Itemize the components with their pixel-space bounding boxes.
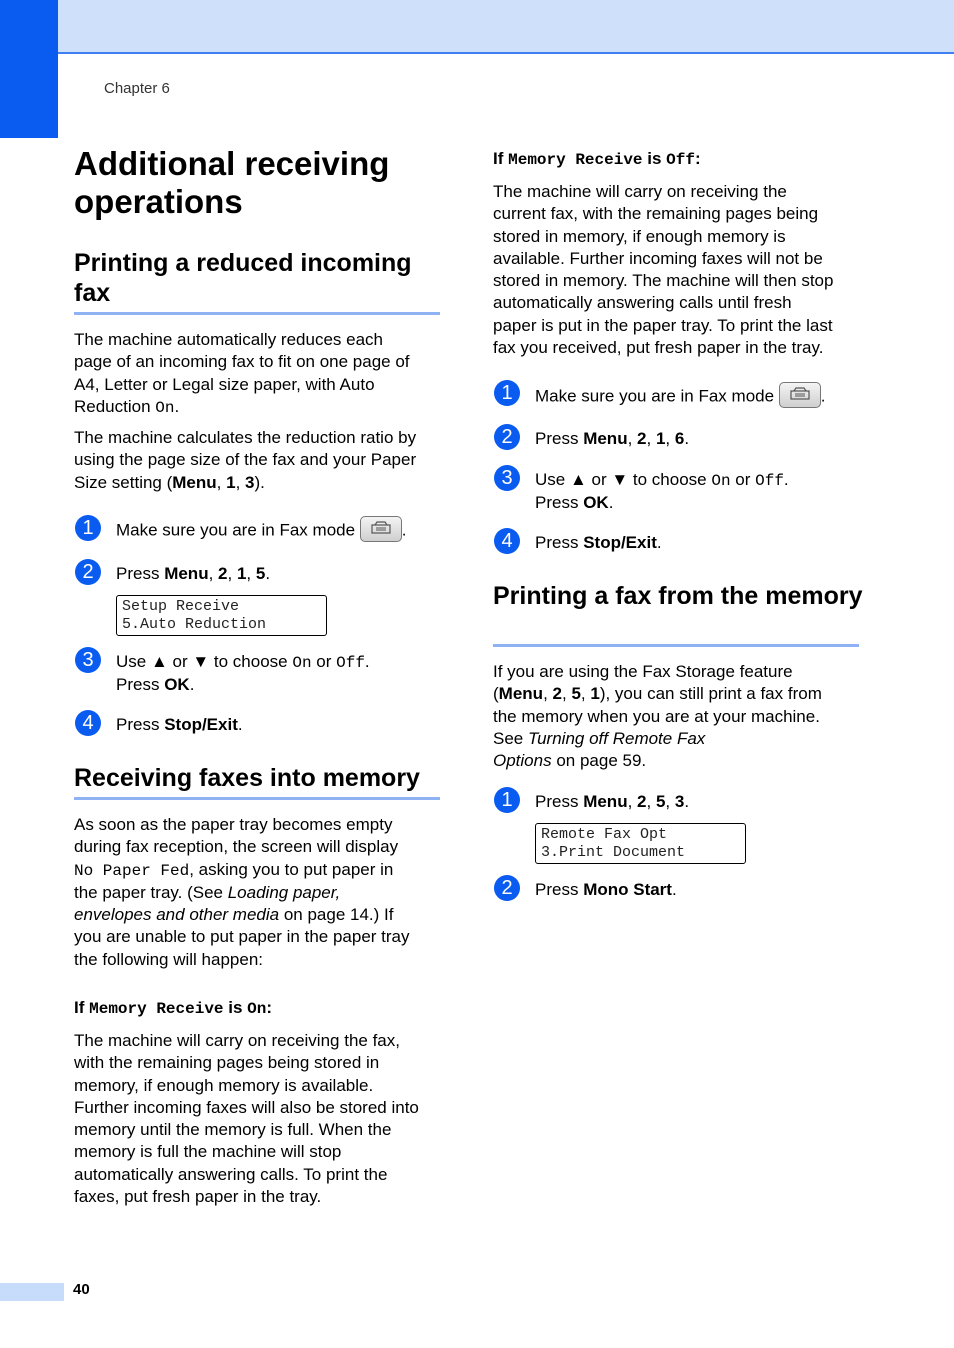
section-rule (493, 644, 859, 647)
subheading-memory-receive-off: If Memory Receive is Off: (493, 149, 701, 169)
step-number-icon: 2 (75, 559, 101, 585)
step-fax-mode: Make sure you are in Fax mode . (535, 384, 865, 410)
step-number-icon: 1 (494, 787, 520, 813)
step-mono-start: Press Mono Start. (535, 880, 677, 899)
paragraph-memory-off: The machine will carry on receiving the current fax, with the remaining pages being stored in memory, if enough memory is available. Further incoming faxes will not be stored in memory. The machine will then stop automatically answering calls until fresh paper is put in the paper tray. To print the last fax you received, put fresh paper in the tray. (493, 182, 834, 358)
page-number: 40 (73, 1281, 90, 1298)
chapter-tab (0, 0, 58, 138)
subheading-memory-receive-on: If Memory Receive is On: (74, 998, 273, 1018)
page-title: Additional receiving operations (74, 145, 390, 220)
header-band (0, 0, 954, 54)
step-press-menu: Press Menu, 2, 1, 5. (116, 564, 271, 583)
step-number-icon: 2 (494, 424, 520, 450)
paragraph-reduction-ratio: The machine calculates the reduction ratio by using the page size of the fax and your Paper Size setting (Menu, 1, 3). (74, 428, 417, 492)
section-heading-reduced-fax: Printing a reduced incoming fax (74, 249, 412, 307)
step-number-icon: 2 (494, 875, 520, 901)
step-choose-on-off: Use ▲ or ▼ to choose On or Off. Press OK. (535, 470, 789, 512)
lcd-display: Remote Fax Opt 3.Print Document (535, 823, 746, 864)
step-stop-exit: Press Stop/Exit. (535, 533, 662, 552)
step-number-icon: 1 (75, 515, 101, 541)
paragraph-paper-empty: As soon as the paper tray becomes empty during fax reception, the screen will display No Paper Fed, asking you to put paper in the paper tray. (See Loading paper, envelopes and other media on page 14.) If you are unable to put paper in the paper tray the following will happen: (74, 815, 410, 969)
section-rule (74, 312, 440, 315)
step-number-icon: 1 (494, 380, 520, 406)
step-fax-mode: Make sure you are in Fax mode . (116, 518, 446, 544)
fax-button-icon (360, 516, 402, 542)
step-number-icon: 3 (494, 465, 520, 491)
section-rule (74, 797, 440, 800)
section-heading-print-from-memory: Printing a fax from the memory (493, 582, 863, 610)
step-number-icon: 3 (75, 647, 101, 673)
paragraph-memory-on: The machine will carry on receiving the fax, with the remaining pages being stored in memory, if enough memory is available. Further incoming faxes will also be stored into memory until the memory is full. When the memory is full the machine will stop automatically answering calls. To print the faxes, put fresh paper in the tray. (74, 1031, 419, 1207)
chapter-label: Chapter 6 (104, 80, 170, 97)
step-number-icon: 4 (75, 710, 101, 736)
step-press-menu: Press Menu, 2, 1, 6. (535, 429, 690, 448)
page-number-bar (0, 1283, 64, 1301)
step-press-menu: Press Menu, 2, 5, 3. (535, 792, 690, 811)
lcd-display: Setup Receive 5.Auto Reduction (116, 595, 327, 636)
paragraph-auto-reduce: The machine automatically reduces each page of an incoming fax to fit on one page of A4, Letter or Legal size paper, with Auto Reduction On. (74, 330, 410, 417)
section-heading-memory: Receiving faxes into memory (74, 764, 420, 792)
step-stop-exit: Press Stop/Exit. (116, 715, 243, 734)
step-choose-on-off: Use ▲ or ▼ to choose On or Off. Press OK. (116, 652, 370, 694)
step-number-icon: 4 (494, 528, 520, 554)
fax-button-icon (779, 382, 821, 408)
paragraph-fax-storage: If you are using the Fax Storage feature (Menu, 2, 5, 1), you can still print a fax from the memory when you are at your machine. See Turning off Remote Fax Options on page 59. (493, 662, 822, 771)
